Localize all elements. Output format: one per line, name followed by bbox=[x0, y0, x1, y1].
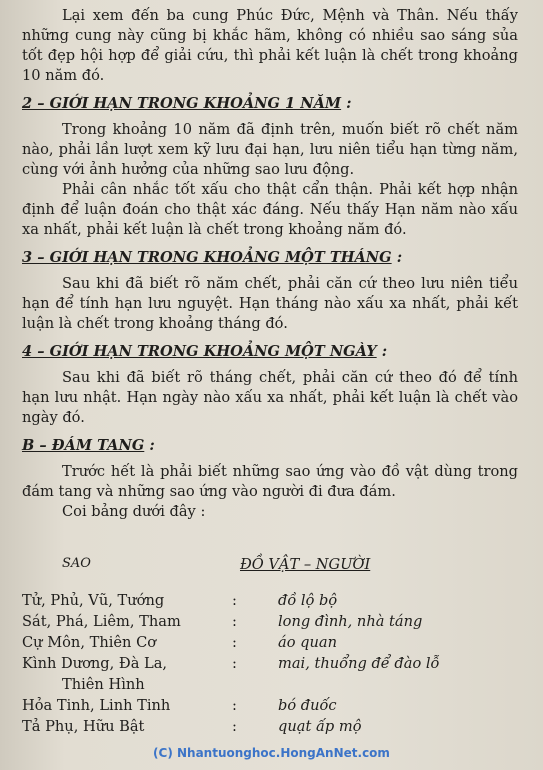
section-heading-2 bbox=[22, 94, 518, 114]
cell-separator: : bbox=[232, 655, 237, 672]
table-row bbox=[22, 718, 518, 739]
cell-sao: Kình Dương, Đà La, bbox=[22, 655, 168, 672]
cell-item: quạt ấp mộ bbox=[278, 718, 362, 735]
star-object-table bbox=[22, 556, 518, 739]
cell-sao: Tử, Phủ, Vũ, Tướng bbox=[22, 592, 165, 609]
paragraph: Sau khi đã biết rõ năm chết, phải căn cứ theo lưu niên tiểu hạn để tính hạn lưu nguyệt. Hạn tháng nào xấu xa nhất, phải kết luận là chết trong khoảng tháng đó. bbox=[22, 275, 518, 332]
cell-separator: : bbox=[232, 718, 237, 735]
heading-text: 3 – GIỚI HẠN TRONG KHOẢNG MỘT THÁNG bbox=[22, 249, 392, 266]
heading-text: B – ĐÁM TANG bbox=[22, 437, 145, 454]
cell-sao: Cự Môn, Thiên Cơ bbox=[22, 634, 157, 651]
cell-separator: : bbox=[232, 592, 237, 609]
cell-sao: Hỏa Tinh, Linh Tinh bbox=[22, 697, 171, 714]
site-watermark: (C) Nhantuonghoc.HongAnNet.com bbox=[153, 746, 390, 760]
heading-suffix: : bbox=[341, 95, 352, 112]
table-row-continuation bbox=[22, 676, 518, 697]
paragraph: Sau khi đã biết rõ tháng chết, phải căn cứ theo đó để tính hạn lưu nhật. Hạn ngày nào xấu xa nhất, phải kết luận là chết vào ngày đó. bbox=[22, 369, 518, 426]
heading-suffix: : bbox=[376, 343, 388, 360]
paragraph: Coi bảng dưới đây : bbox=[62, 503, 206, 520]
cell-item: đồ lộ bộ bbox=[278, 592, 338, 609]
table-row bbox=[22, 613, 518, 634]
page-body bbox=[22, 6, 518, 522]
heading-suffix: : bbox=[144, 437, 155, 454]
cell-separator: : bbox=[232, 634, 237, 651]
cell-sao: Sát, Phá, Liêm, Tham bbox=[22, 613, 181, 630]
cell-item: long đình, nhà táng bbox=[278, 613, 423, 630]
heading-text: 4 – GIỚI HẠN TRONG KHOẢNG MỘT NGÀY bbox=[22, 343, 377, 360]
table-row bbox=[22, 592, 518, 613]
cell-separator: : bbox=[232, 697, 237, 714]
paragraph: Trước hết là phải biết những sao ứng vào đồ vật dùng trong đám tang và những sao ứng vào người đi đưa đám. bbox=[22, 463, 518, 500]
cell-item: bó đuốc bbox=[278, 697, 337, 714]
table-header bbox=[22, 556, 518, 592]
paragraph: Phải cân nhắc tốt xấu cho thật cẩn thận. Phải kết hợp nhận định để luận đoán cho thật xác đáng. Nếu thấy Hạn năm nào xấu xa nhất, phải kết luận là chết trong khoảng năm đó. bbox=[22, 181, 518, 238]
cell-item: áo quan bbox=[278, 634, 337, 651]
cell-sao-continued: Thiên Hình bbox=[62, 676, 145, 693]
paragraph: Trong khoảng 10 năm đã định trên, muốn biết rõ chết năm nào, phải lần lượt xem kỹ lưu đại hạn, lưu niên tiểu hạn từng năm, cùng với ảnh hưởng của những sao lưu động. bbox=[22, 121, 518, 178]
cell-item: mai, thuổng để đào lỗ bbox=[278, 655, 440, 672]
section-heading-3 bbox=[22, 248, 518, 268]
heading-text: 2 – GIỚI HẠN TRONG KHOẢNG 1 NĂM bbox=[22, 95, 342, 112]
table-row bbox=[22, 697, 518, 718]
heading-suffix: : bbox=[391, 249, 403, 266]
section-heading-b bbox=[22, 436, 518, 456]
column-header-sao: SAO bbox=[62, 556, 91, 571]
paragraph: Lại xem đến ba cung Phúc Đức, Mệnh và Thân. Nếu thấy những cung này cũng bị khắc hãm, không có nhiều sao sáng sủa tốt đẹp hội hợp để giải cứu, thì phải kết luận là chết trong khoảng 10 năm đó. bbox=[22, 7, 518, 84]
section-heading-4 bbox=[22, 342, 518, 362]
cell-sao: Tả Phụ, Hữu Bật bbox=[22, 718, 145, 735]
column-header-do-vat: ĐỒ VẬT – NGƯỜI bbox=[240, 556, 371, 573]
cell-separator: : bbox=[232, 613, 237, 630]
table-row bbox=[22, 655, 518, 676]
table-row bbox=[22, 634, 518, 655]
